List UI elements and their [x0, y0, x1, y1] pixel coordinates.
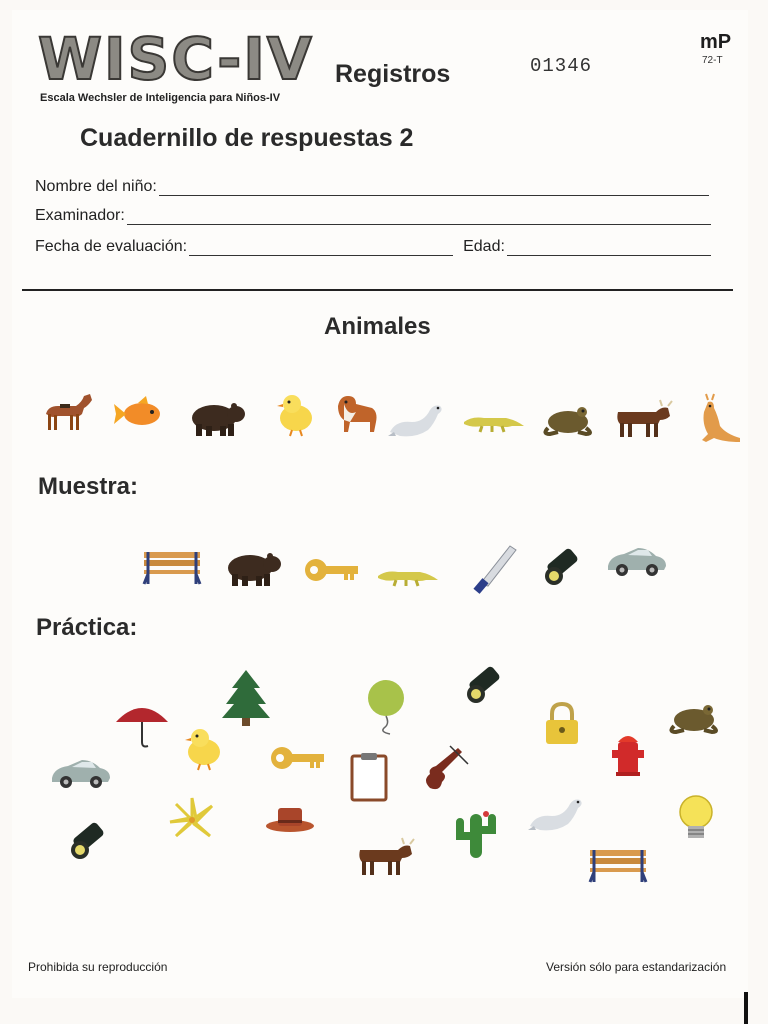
padlock-icon	[538, 700, 586, 748]
wisc-logo: WISC-IV	[38, 25, 314, 93]
age-line[interactable]	[507, 241, 711, 256]
violin-icon	[420, 744, 472, 800]
bench-icon	[140, 544, 206, 590]
date-field[interactable]	[35, 238, 711, 256]
booklet-title: Cuadernillo de respuestas 2	[80, 124, 414, 152]
saw-icon	[470, 542, 520, 594]
footer-version: Versión sólo para estandarización	[546, 960, 727, 974]
date-label: Fecha de evaluación:	[35, 238, 188, 255]
publisher-logo: mP	[700, 31, 732, 53]
key-icon	[268, 738, 328, 774]
footer-copyright: Prohibida su reproducción	[28, 960, 168, 974]
examiner-field[interactable]	[35, 207, 711, 225]
clipboard-icon	[348, 752, 390, 802]
flower-icon	[166, 796, 220, 846]
crocodile-icon	[376, 556, 444, 592]
kangaroo-icon	[684, 392, 744, 448]
examiner-line[interactable]	[127, 210, 711, 225]
bear-icon	[222, 546, 286, 592]
bear-icon	[186, 396, 250, 442]
dog-icon	[326, 390, 382, 444]
date-line[interactable]	[189, 241, 453, 256]
serial-number: 01346	[530, 55, 593, 77]
cow-icon	[354, 834, 418, 880]
seal-icon	[386, 396, 448, 446]
divider	[22, 289, 733, 291]
horse-icon	[36, 392, 98, 446]
cow-icon	[612, 396, 676, 442]
cactus-icon	[452, 808, 500, 862]
form-code: 72-T	[702, 55, 723, 66]
page-title: Registros	[335, 60, 451, 88]
key-icon	[302, 550, 362, 586]
practice-title: Práctica:	[36, 614, 138, 641]
fire-hydrant-icon	[608, 728, 648, 778]
logo-subtitle: Escala Wechsler de Inteligencia para Niños-IV	[40, 92, 281, 104]
chick-icon	[270, 392, 320, 442]
seal-icon	[526, 790, 588, 840]
child-name-field[interactable]	[35, 178, 709, 196]
lightbulb-icon	[676, 794, 716, 844]
car-icon	[48, 752, 116, 790]
sample-title: Muestra:	[38, 473, 139, 500]
frog-icon	[538, 398, 600, 442]
umbrella-icon	[112, 698, 172, 752]
flashlight-icon	[462, 662, 512, 710]
bench-icon	[586, 842, 652, 888]
tree-icon	[218, 668, 274, 728]
scan-edge-mark	[744, 992, 748, 1024]
goldfish-icon	[112, 392, 172, 442]
child-name-line[interactable]	[159, 181, 709, 196]
flashlight-icon	[540, 544, 590, 592]
age-label: Edad:	[463, 238, 505, 255]
frog-icon	[664, 696, 726, 740]
hat-icon	[264, 800, 318, 834]
car-icon	[604, 540, 672, 578]
animals-title: Animales	[324, 313, 431, 340]
balloon-icon	[362, 678, 412, 736]
chick-icon	[178, 726, 228, 776]
examiner-label: Examinador:	[35, 207, 125, 224]
flashlight-icon	[66, 818, 116, 866]
crocodile-icon	[462, 402, 530, 438]
child-name-label: Nombre del niño:	[35, 178, 157, 195]
